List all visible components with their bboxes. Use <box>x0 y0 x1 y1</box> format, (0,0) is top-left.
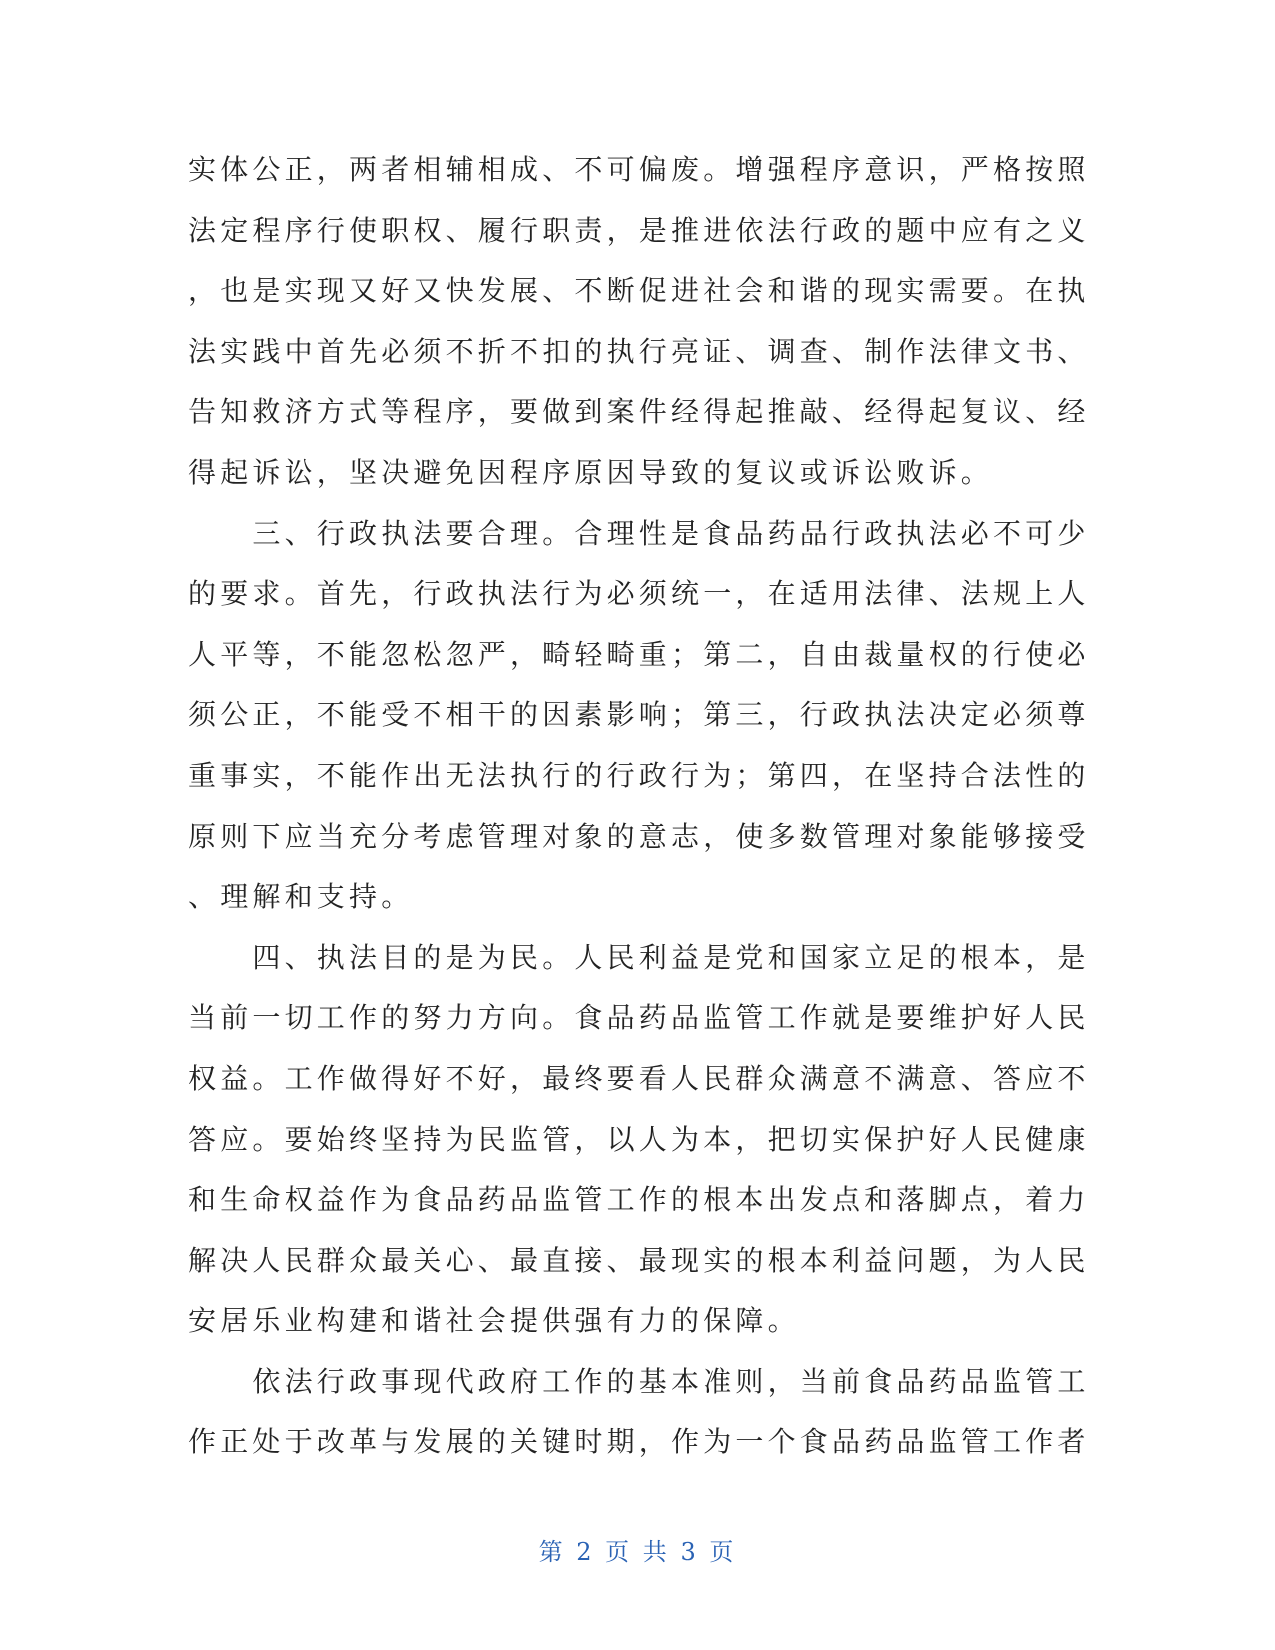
text-line: 法定程序行使职权、履行职责，是推进依法行政的题中应有之义 <box>188 213 1090 247</box>
text-line: 原则下应当充分考虑管理对象的意志，使多数管理对象能够接受 <box>188 819 1090 853</box>
text-line: 安居乐业构建和谐社会提供强有力的保障。 <box>188 1304 800 1338</box>
page-number-footer: 第 2 页 共 3 页 <box>538 1538 737 1566</box>
text-line: 须公正，不能受不相干的因素影响；第三，行政执法决定必须尊 <box>188 698 1090 732</box>
text-line: 当前一切工作的努力方向。食品药品监管工作就是要维护好人民 <box>188 1001 1090 1035</box>
text-line: 人平等，不能忽松忽严，畸轻畸重；第二，自由裁量权的行使必 <box>188 637 1090 671</box>
text-line: 答应。要始终坚持为民监管，以人为本，把切实保护好人民健康 <box>188 1122 1090 1156</box>
text-line: 作正处于改革与发展的关键时期，作为一个食品药品监管工作者 <box>188 1425 1090 1459</box>
text-line: 重事实，不能作出无法执行的行政行为；第四，在坚持合法性的 <box>188 758 1090 792</box>
text-line: 解决人民群众最关心、最直接、最现实的根本利益问题，为人民 <box>188 1243 1090 1277</box>
text-line: 实体公正，两者相辅相成、不可偏废。增强程序意识，严格按照 <box>188 153 1090 186</box>
text-line: 、理解和支持。 <box>188 880 414 914</box>
text-line: 的要求。首先，行政执法行为必须统一，在适用法律、法规上人 <box>188 577 1090 611</box>
text-line: 法实践中首先必须不折不扣的执行亮证、调查、制作法律文书、 <box>188 334 1090 368</box>
document-body <box>188 140 1090 1473</box>
text-line: 权益。工作做得好不好，最终要看人民群众满意不满意、答应不 <box>188 1061 1090 1095</box>
text-line: 四、执法目的是为民。人民利益是党和国家立足的根本，是 <box>188 940 1090 974</box>
text-line: 告知救济方式等程序，要做到案件经得起推敲、经得起复议、经 <box>188 395 1090 429</box>
text-line: 三、行政执法要合理。合理性是食品药品行政执法必不可少 <box>188 516 1090 550</box>
text-line: ，也是实现又好又快发展、不断促进社会和谐的现实需要。在执 <box>188 274 1090 308</box>
text-line: 得起诉讼，坚决避免因程序原因导致的复议或诉讼败诉。 <box>188 455 994 489</box>
text-line: 依法行政事现代政府工作的基本准则，当前食品药品监管工 <box>188 1364 1090 1398</box>
text-line: 和生命权益作为食品药品监管工作的根本出发点和落脚点，着力 <box>188 1183 1090 1217</box>
